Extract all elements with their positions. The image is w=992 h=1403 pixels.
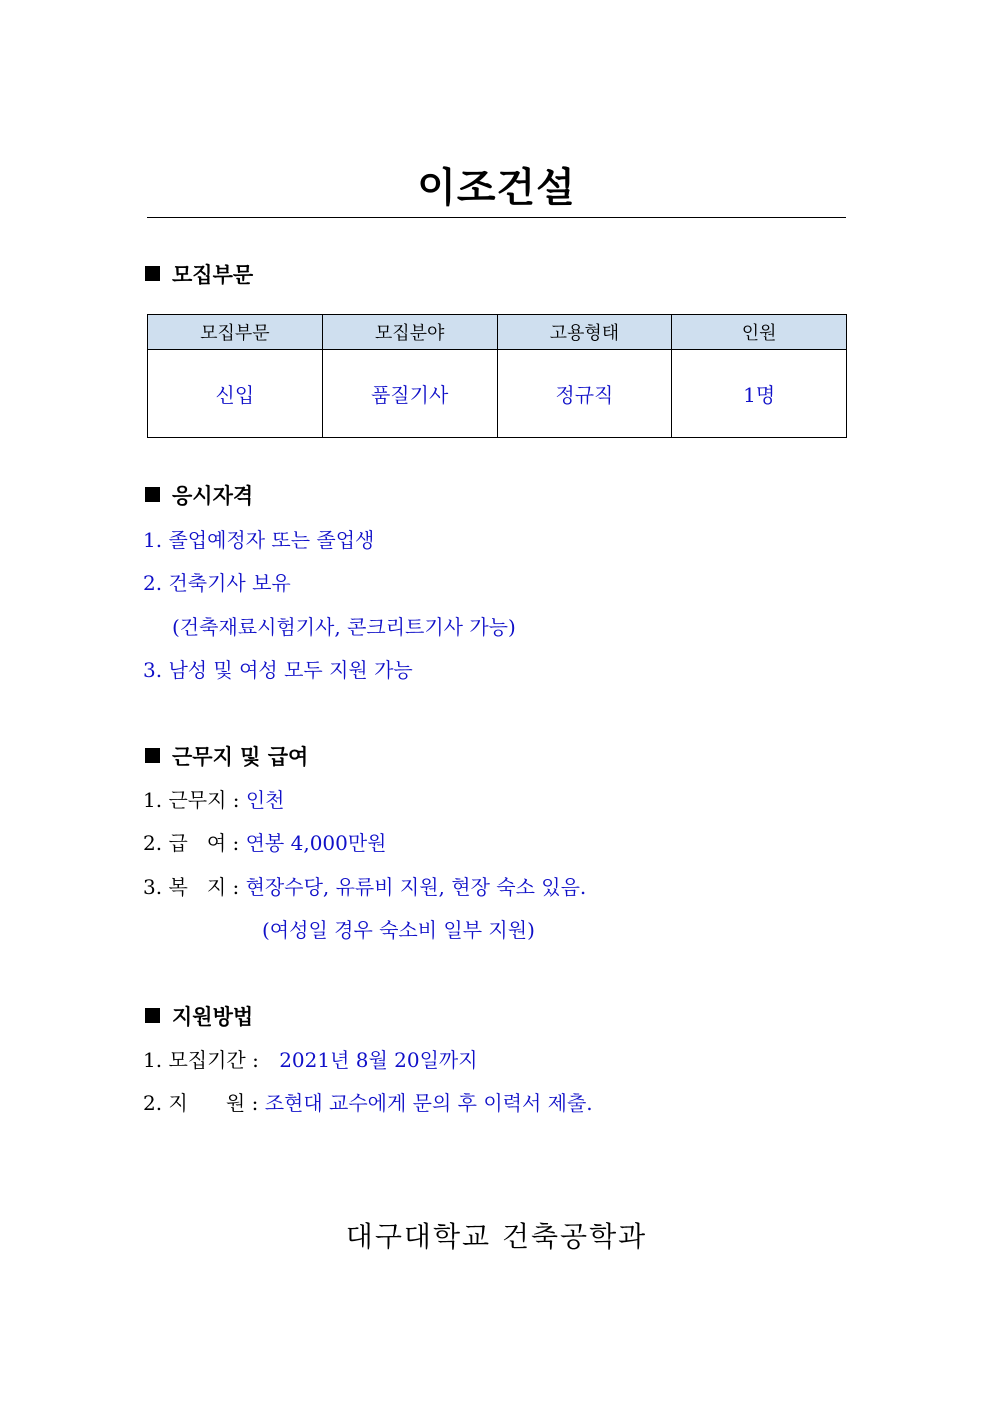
apply-method-label: 2. 지 원 : — [143, 1091, 265, 1115]
welfare-label: 3. 복 지 : — [143, 875, 246, 899]
work-location-value: 인천 — [245, 788, 285, 812]
table-header-cell: 모집분야 — [322, 315, 497, 350]
qualification-item: 3. 남성 및 여성 모두 지원 가능 — [143, 658, 413, 682]
apply-method-value: 조현대 교수에게 문의 후 이력서 제출. — [264, 1091, 593, 1115]
apply-method-line — [143, 1088, 593, 1118]
section-heading-recruit — [145, 260, 253, 290]
salary-label: 2. 급 여 : — [143, 831, 246, 855]
square-bullet-icon — [145, 1008, 160, 1023]
table-header-cell: 고용형태 — [497, 315, 672, 350]
salary-value: 연봉 4,000만원 — [245, 831, 387, 855]
square-bullet-icon — [145, 748, 160, 763]
section-heading-label: 모집부문 — [172, 263, 254, 287]
salary-line — [143, 828, 387, 858]
square-bullet-icon — [145, 266, 160, 281]
table-header-row — [148, 315, 847, 350]
section-heading-apply — [145, 1002, 253, 1032]
title-underline — [147, 217, 846, 218]
work-location-label: 1. 근무지 : — [143, 788, 246, 812]
welfare-line — [143, 872, 586, 902]
section-heading-label: 근무지 및 급여 — [172, 745, 309, 769]
section-heading-label: 지원방법 — [172, 1005, 254, 1029]
section-heading-qualification — [145, 481, 253, 511]
table-cell: 품질기사 — [322, 350, 497, 438]
table-header-cell: 모집부문 — [148, 315, 323, 350]
table-cell: 정규직 — [497, 350, 672, 438]
table-header-cell: 인원 — [672, 315, 847, 350]
table-cell: 1명 — [672, 350, 847, 438]
section-heading-work — [145, 742, 308, 772]
qualification-item: 1. 졸업예정자 또는 졸업생 — [143, 528, 375, 552]
table-cell: 신입 — [148, 350, 323, 438]
apply-period-value: 2021년 8월 20일까지 — [279, 1048, 478, 1072]
welfare-note: (여성일 경우 숙소비 일부 지원) — [262, 918, 535, 942]
apply-period-line — [143, 1045, 478, 1075]
qualification-note: (건축재료시험기사, 콘크리트기사 가능) — [172, 615, 516, 639]
table-row — [148, 350, 847, 438]
welfare-value: 현장수당, 유류비 지원, 현장 숙소 있음. — [245, 875, 587, 899]
recruit-table — [147, 314, 847, 438]
footer-department: 대구대학교 건축공학과 — [345, 1220, 648, 1253]
qualification-item: 2. 건축기사 보유 — [143, 571, 291, 595]
work-location-line — [143, 785, 285, 815]
apply-period-label: 1. 모집기간 : — [143, 1048, 266, 1072]
square-bullet-icon — [145, 487, 160, 502]
page-title: 이조건설 — [417, 165, 576, 211]
section-heading-label: 응시자격 — [172, 484, 254, 508]
